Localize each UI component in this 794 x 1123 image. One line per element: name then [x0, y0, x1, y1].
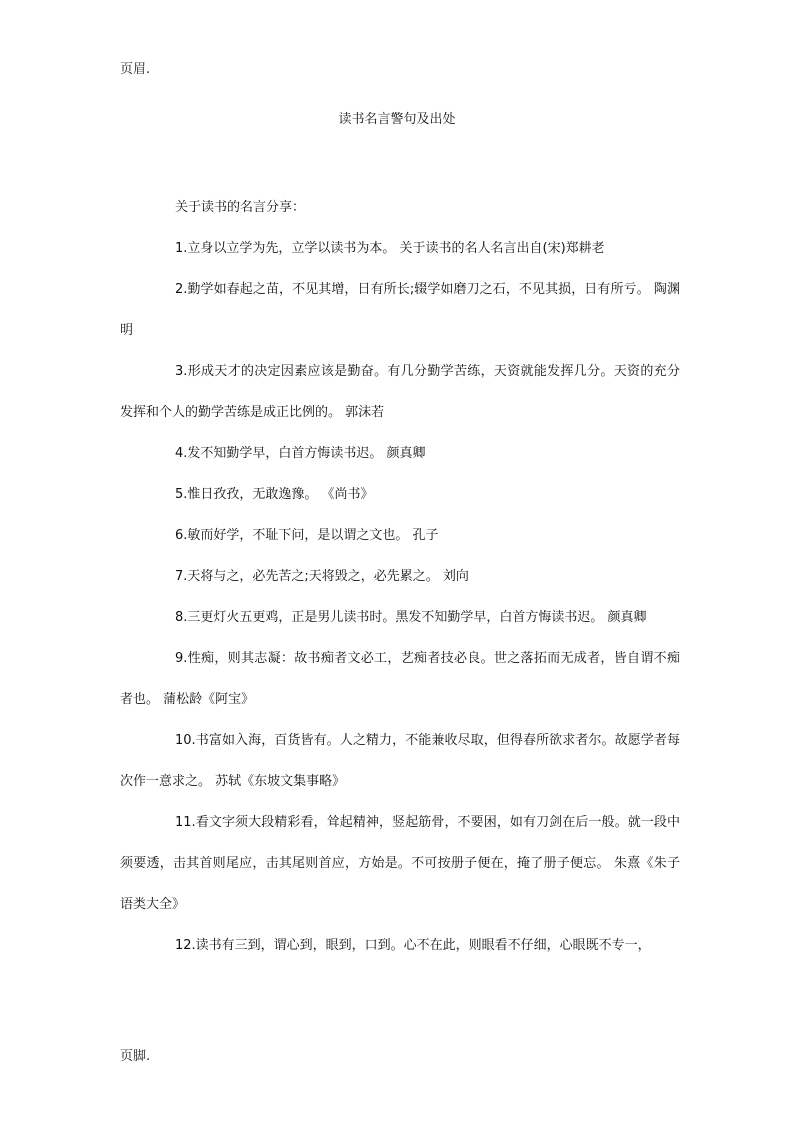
document-title: 读书名言警句及出处 — [338, 112, 456, 127]
quote-paragraph-10: 10.书富如入海，百货皆有。人之精力，不能兼收尽取，但得春所欲求者尔。故愿学者每次作一意求之。 苏轼《东坡文集事略》 — [120, 733, 680, 789]
page-footer: 页脚. — [120, 1049, 151, 1064]
intro-paragraph: 关于读书的名言分享： — [175, 200, 306, 215]
quote-paragraph-8: 8.三更灯火五更鸡，正是男儿读书时。黑发不知勤学早，白首方悔读书迟。 颜真卿 — [175, 610, 647, 625]
quote-paragraph-1: 1.立身以立学为先，立学以读书为本。 关于读书的名人名言出自(宋)郑耕老 — [175, 241, 605, 256]
page-header: 页眉. — [120, 62, 151, 77]
quote-paragraph-2: 2.勤学如春起之苗，不见其增，日有所长;辍学如磨刀之石，不见其损，日有所亏。 陶渊明 — [120, 282, 680, 338]
quote-paragraph-3: 3.形成天才的决定因素应该是勤奋。有几分勤学苦练，天资就能发挥几分。天资的充分发挥和个人的勤学苦练是成正比例的。 郭沫若 — [120, 364, 680, 420]
quote-paragraph-12: 12.读书有三到，谓心到，眼到，口到。心不在此，则眼看不仔细，心眼既不专一， — [175, 938, 651, 953]
quote-paragraph-6: 6.敏而好学，不耻下问，是以谓之文也。 孔子 — [175, 528, 439, 543]
quote-paragraph-5: 5.惟日孜孜，无敢逸豫。 《尚书》 — [175, 487, 374, 502]
quote-paragraph-11: 11.看文字须大段精彩看，耸起精神，竖起筋骨，不要困，如有刀剑在后一般。就一段中须要透，击其首则尾应，击其尾则首应，方始是。不可按册子便在，掩了册子便忘。 朱熹《朱子语类大全》 — [120, 815, 680, 912]
document-body — [120, 187, 680, 966]
quote-paragraph-9: 9.性痴，则其志凝：故书痴者文必工，艺痴者技必良。世之落拓而无成者，皆自谓不痴者也。 蒲松龄《阿宝》 — [120, 651, 680, 707]
quote-paragraph-7: 7.天将与之，必先苦之;天将毁之，必先累之。 刘向 — [175, 569, 469, 584]
quote-paragraph-4: 4.发不知勤学早，白首方悔读书迟。 颜真卿 — [175, 446, 426, 461]
